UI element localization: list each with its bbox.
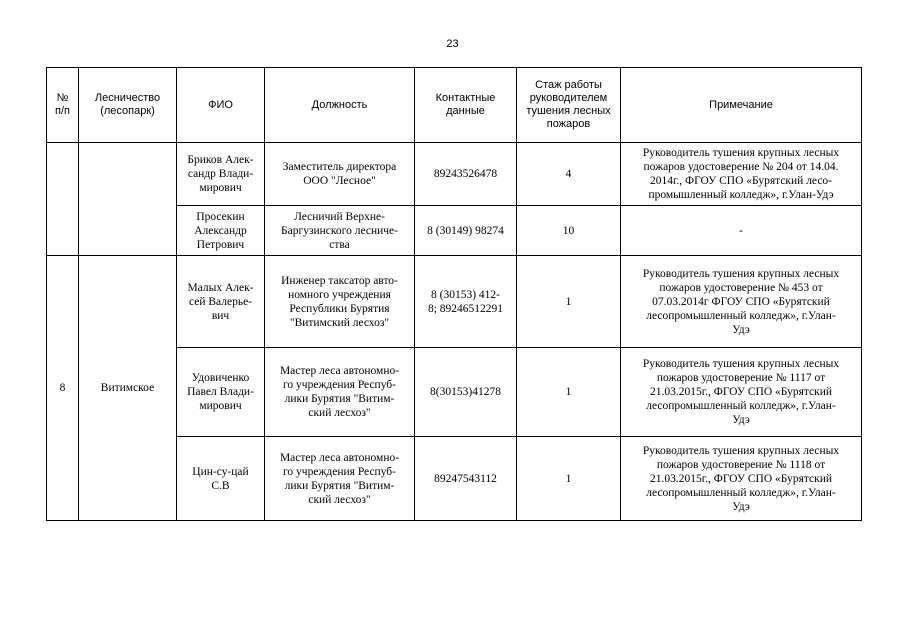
personnel-table — [46, 67, 862, 521]
cell-position: Мастер леса автономно- го учреждения Респуб- лики Бурятия "Витим- ский лесхоз" — [265, 437, 415, 521]
cell-experience: 1 — [517, 348, 621, 437]
col-header-forestry: Лесничество (лесопарк) — [79, 68, 177, 143]
col-header-contact: Контактные данные — [415, 68, 517, 143]
cell-name: Цин-су-цай С.В — [177, 437, 265, 521]
cell-position: Лесничий Верхне- Баргузинского лесниче- ства — [265, 206, 415, 256]
col-header-note: Примечание — [621, 68, 862, 143]
cell-forestry: Витимское — [79, 256, 177, 521]
cell-num: 8 — [47, 256, 79, 521]
cell-position: Мастер леса автономно- го учреждения Респуб- лики Бурятия "Витим- ский лесхоз" — [265, 348, 415, 437]
col-header-num: № п/п — [47, 68, 79, 143]
cell-position: Инженер таксатор авто- номного учреждения Республики Бурятия "Витимский лесхоз" — [265, 256, 415, 348]
cell-note: Руководитель тушения крупных лесных пожаров удостоверение № 1117 от 21.03.2015г., ФГОУ СПО «Бурятский лесопромышленный колледж», г.Улан- Удэ — [621, 348, 862, 437]
cell-note: - — [621, 206, 862, 256]
cell-experience: 1 — [517, 256, 621, 348]
cell-name: Бриков Алек- сандр Влади- мирович — [177, 143, 265, 206]
table-header-row — [47, 68, 862, 143]
cell-experience: 4 — [517, 143, 621, 206]
cell-contact: 89243526478 — [415, 143, 517, 206]
col-header-name: ФИО — [177, 68, 265, 143]
cell-contact: 8(30153)41278 — [415, 348, 517, 437]
cell-note: Руководитель тушения крупных лесных пожаров удостоверение № 204 от 14.04. 2014г., ФГОУ СПО «Бурятский лесо- промышленный колледж», г.Улан-Удэ — [621, 143, 862, 206]
cell-note: Руководитель тушения крупных лесных пожаров удостоверение № 1118 от 21.03.2015г., ФГОУ СПО «Бурятский лесопромышленный колледж», г.Улан- Удэ — [621, 437, 862, 521]
page-number: 23 — [446, 38, 459, 50]
col-header-position: Должность — [265, 68, 415, 143]
cell-name: Малых Алек- сей Валерье- вич — [177, 256, 265, 348]
table-row — [47, 143, 862, 206]
cell-note: Руководитель тушения крупных лесных пожаров удостоверение № 453 от 07.03.2014г ФГОУ СПО «Бурятский лесопромышленный колледж», г.Улан- Удэ — [621, 256, 862, 348]
cell-name: Удовиченко Павел Влади- мирович — [177, 348, 265, 437]
cell-num — [47, 143, 79, 256]
cell-forestry — [79, 143, 177, 256]
cell-contact: 8 (30153) 412- 8; 89246512291 — [415, 256, 517, 348]
table-row — [47, 256, 862, 348]
cell-experience: 10 — [517, 206, 621, 256]
cell-name: Просекин Александр Петрович — [177, 206, 265, 256]
cell-contact: 89247543112 — [415, 437, 517, 521]
col-header-experience: Стаж работы руководителем тушения лесных пожаров — [517, 68, 621, 143]
cell-position: Заместитель директора ООО "Лесное" — [265, 143, 415, 206]
cell-experience: 1 — [517, 437, 621, 521]
cell-contact: 8 (30149) 98274 — [415, 206, 517, 256]
